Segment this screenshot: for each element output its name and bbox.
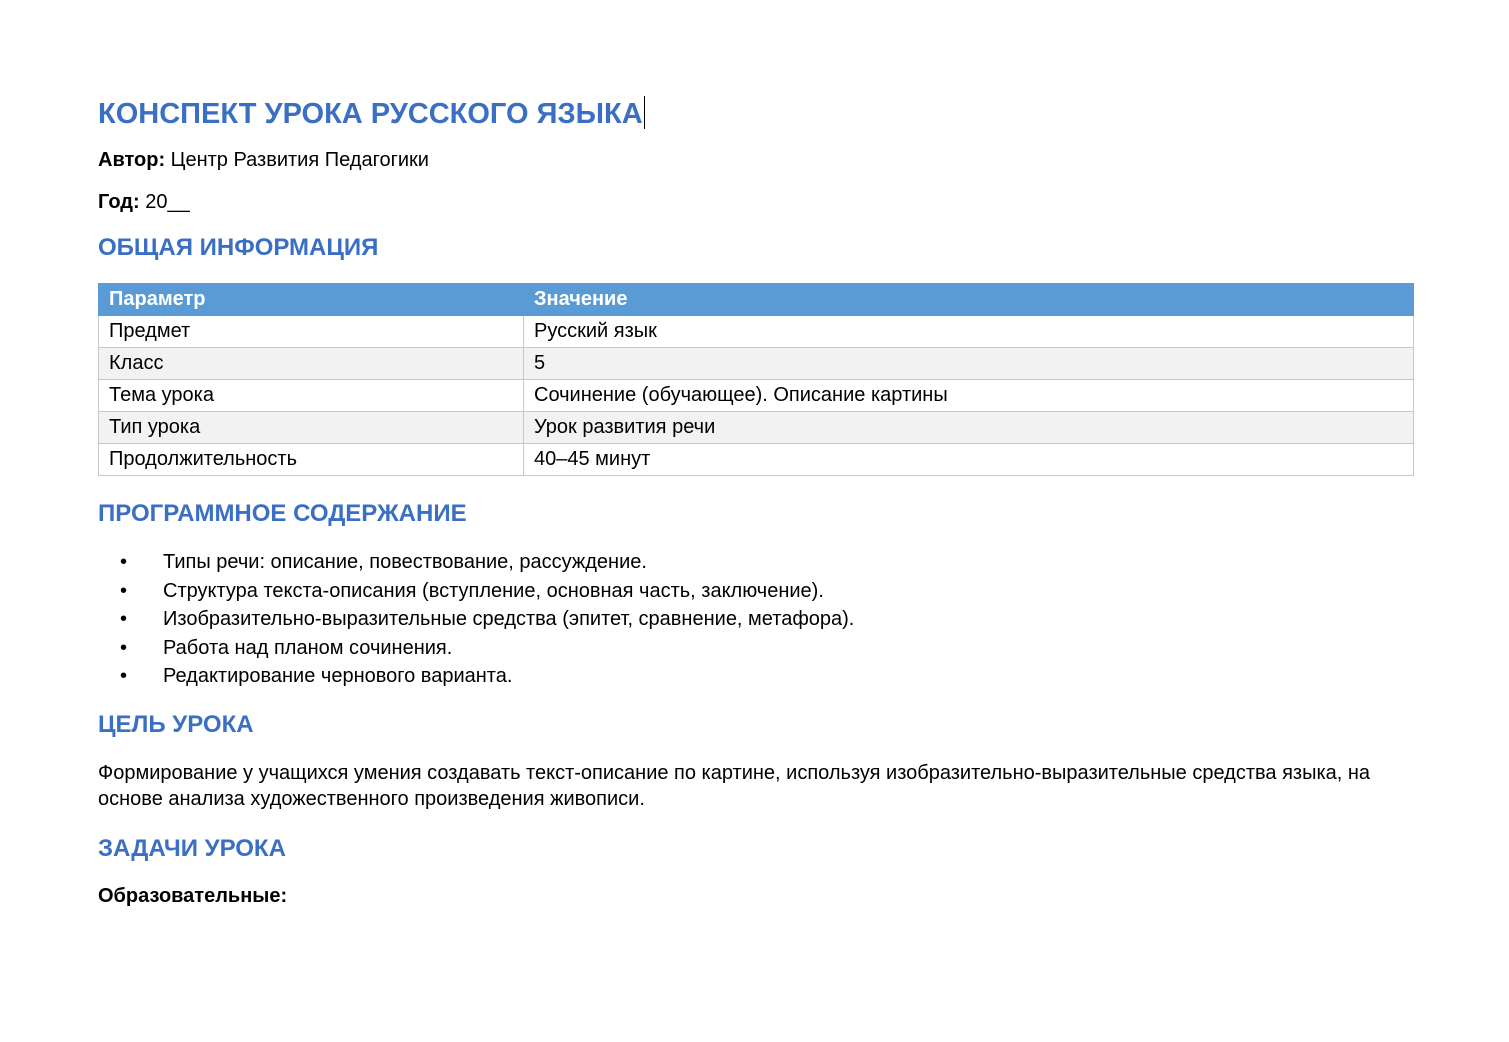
table-cell[interactable]: Урок развития речи	[524, 412, 1414, 444]
list-item[interactable]: • Изобразительно-выразительные средства (эпитет, сравнение, метафора).	[98, 605, 1412, 634]
table-row	[99, 444, 1414, 476]
lesson-goal-text[interactable]: Формирование у учащихся умения создавать текст-описание по картине, используя изобразительно-выразительные средства языка, на основе анализа художественного произведения живописи.	[98, 761, 1371, 810]
table-cell[interactable]: Русский язык	[524, 316, 1414, 348]
bullet-icon: •	[120, 579, 128, 602]
bullet-icon: •	[120, 608, 128, 630]
table-cell[interactable]: Продолжительность	[99, 444, 524, 476]
author-line[interactable]	[98, 148, 1412, 172]
program-content-heading[interactable]: ПРОГРАММНОЕ СОДЕРЖАНИЕ	[98, 500, 467, 527]
table-cell[interactable]: Тема урока	[99, 380, 524, 412]
table-header-row	[99, 284, 1414, 316]
bullet-icon: •	[120, 665, 128, 687]
list-item[interactable]: • Структура текста-описания (вступление, основная часть, заключение).	[98, 577, 1412, 606]
bullet-icon: •	[120, 551, 128, 573]
year-line[interactable]	[98, 190, 1412, 214]
text-cursor	[644, 96, 645, 129]
table-cell[interactable]: Предмет	[99, 316, 524, 348]
bullet-icon: •	[120, 636, 128, 659]
lesson-tasks-heading[interactable]: ЗАДАЧИ УРОКА	[98, 834, 286, 862]
year-label: Год:	[98, 191, 140, 213]
table-cell[interactable]: Тип урока	[99, 412, 524, 444]
table-row	[99, 348, 1414, 380]
table-cell[interactable]: 5	[524, 348, 1414, 380]
program-content-list	[98, 548, 1412, 691]
document-title[interactable]: КОНСПЕКТ УРОКА РУССКОГО ЯЗЫКА	[98, 98, 643, 130]
lesson-goal-heading[interactable]: ЦЕЛЬ УРОКА	[98, 710, 254, 738]
table-cell[interactable]: Класс	[99, 348, 524, 380]
table-row	[99, 412, 1414, 444]
list-item[interactable]: • Типы речи: описание, повествование, рассуждение.	[98, 548, 1412, 577]
table-header-parameter[interactable]: Параметр	[99, 284, 524, 316]
educational-tasks-subheading[interactable]: Образовательные:	[98, 884, 288, 907]
year-value: 20__	[145, 191, 190, 213]
general-info-table	[98, 283, 1414, 476]
list-item[interactable]: • Работа над планом сочинения.	[98, 634, 1412, 663]
table-header-value[interactable]: Значение	[524, 284, 1414, 316]
author-label: Автор:	[98, 149, 166, 171]
table-row	[99, 380, 1414, 412]
author-value: Центр Развития Педагогики	[170, 149, 429, 171]
list-item[interactable]: • Редактирование чернового варианта.	[98, 662, 1412, 691]
table-cell[interactable]: Сочинение (обучающее). Описание картины	[524, 380, 1414, 412]
general-info-heading[interactable]: ОБЩАЯ ИНФОРМАЦИЯ	[98, 234, 379, 261]
table-row	[99, 316, 1414, 348]
title-line[interactable]	[98, 96, 1412, 131]
table-cell[interactable]: 40–45 минут	[524, 444, 1414, 476]
